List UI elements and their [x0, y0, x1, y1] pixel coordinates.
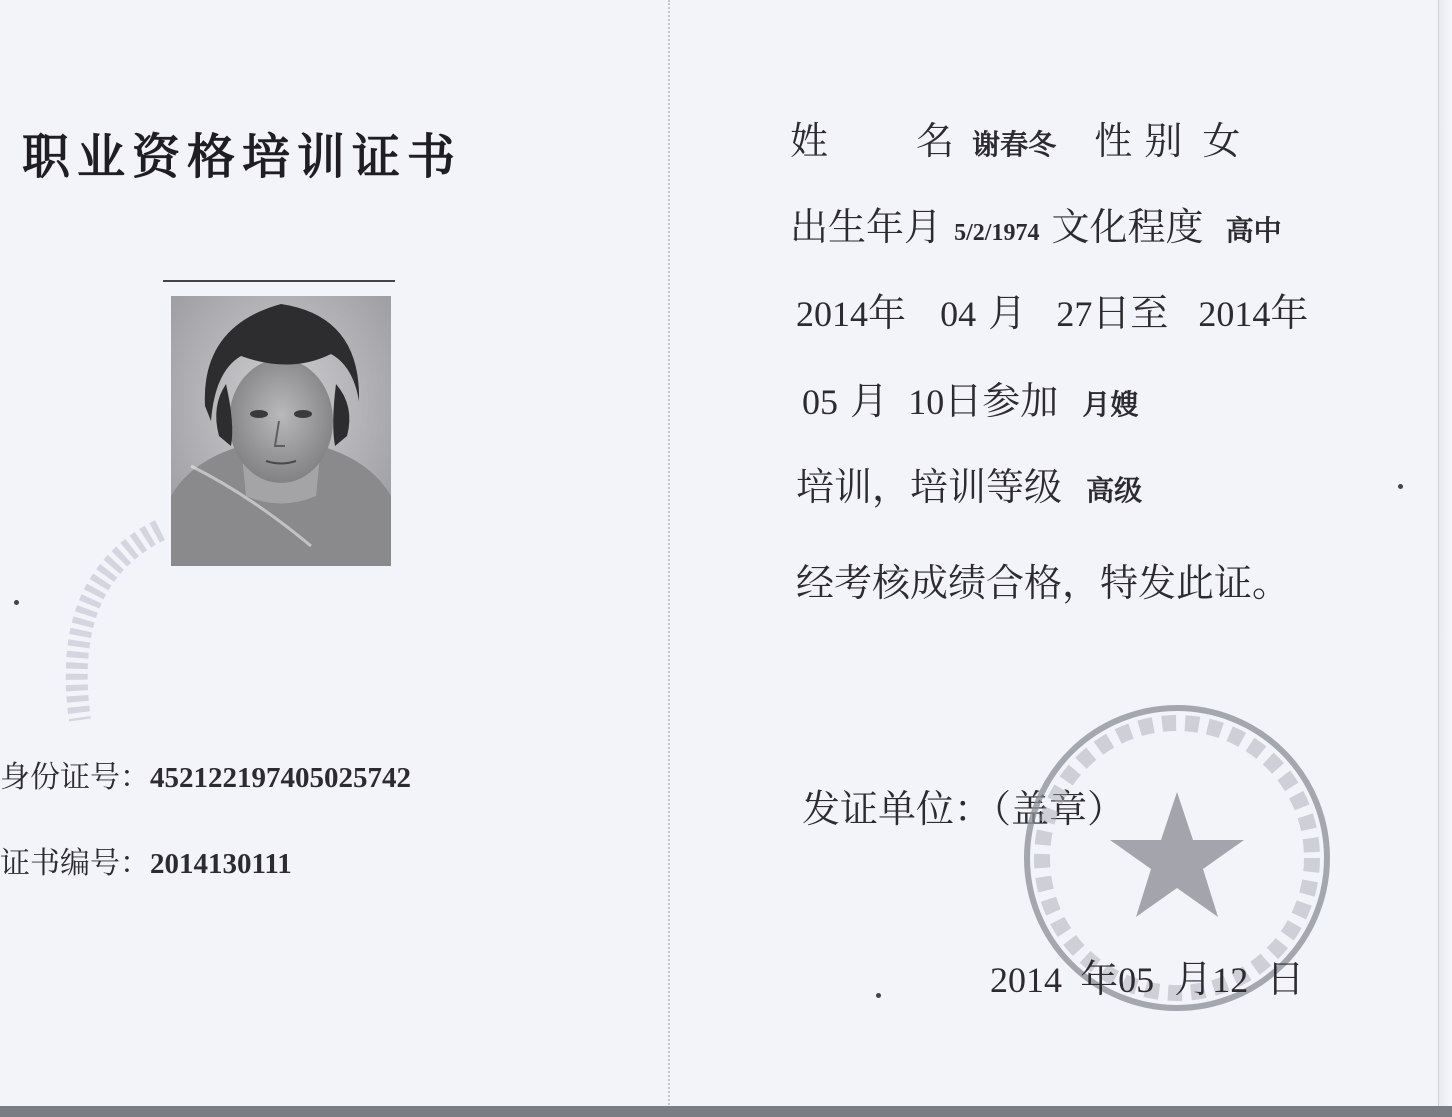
faint-seal-icon — [40, 520, 190, 750]
training-text: 培训，培训等级 — [796, 465, 1063, 509]
certificate-number-field — [0, 838, 292, 882]
birth-value: 5/2/1974 — [954, 220, 1040, 246]
certificate-number-value: 2014130111 — [150, 848, 292, 880]
issue-date-row — [990, 948, 1304, 1003]
start-day-to: 日至 — [1092, 291, 1169, 335]
gender-label: 性 别 — [1094, 119, 1183, 163]
photo-rule — [163, 280, 395, 282]
speck — [876, 993, 881, 998]
id-number-value: 452122197405025742 — [150, 762, 411, 794]
period-end-row — [802, 370, 1138, 425]
issue-month: 05 — [1118, 960, 1155, 1000]
portrait-photo — [171, 296, 391, 566]
period-start-row — [796, 282, 1308, 337]
certificate-title: 职业资格培训证书 — [22, 129, 463, 185]
issue-year: 2014 — [990, 960, 1062, 1000]
birth-label: 出生年月 — [790, 205, 943, 249]
issue-day-unit: 日 — [1266, 957, 1305, 1001]
certificate-number-label: 证书编号： — [0, 846, 150, 881]
issue-year-unit: 年 — [1080, 957, 1119, 1001]
end-month: 05 — [802, 382, 838, 422]
name-label-1: 姓 — [790, 119, 829, 163]
bottom-edge — [0, 1106, 1452, 1117]
education-label: 文化程度 — [1051, 205, 1204, 249]
course-value: 月嫂 — [1082, 388, 1139, 421]
end-day: 10 — [908, 382, 945, 422]
level-value: 高级 — [1086, 474, 1143, 507]
start-month: 04 — [940, 294, 977, 334]
end-year-unit: 年 — [1270, 291, 1309, 335]
speck — [14, 600, 19, 605]
start-year: 2014 — [796, 294, 868, 334]
seal-hint: （盖章） — [992, 787, 1126, 831]
issue-day: 12 — [1212, 960, 1249, 1000]
start-month-unit: 月 — [988, 291, 1027, 335]
start-day: 27 — [1056, 294, 1093, 334]
start-year-unit: 年 — [868, 291, 907, 335]
id-number-label: 身份证号： — [0, 760, 150, 795]
birth-education-row — [790, 196, 1282, 251]
id-number-field — [0, 752, 411, 796]
end-year: 2014 — [1198, 294, 1271, 334]
issue-month-unit: 月 — [1174, 957, 1213, 1001]
training-level-row — [796, 456, 1142, 511]
join-text: 日参加 — [944, 379, 1059, 423]
fold-line — [668, 0, 670, 1117]
name-gender-row — [790, 110, 1240, 165]
gender-value: 女 — [1202, 119, 1241, 163]
end-month-unit: 月 — [850, 379, 889, 423]
education-value: 高中 — [1225, 214, 1282, 247]
speck — [1398, 484, 1403, 489]
star-icon — [1110, 792, 1244, 917]
name-value: 谢春冬 — [972, 128, 1057, 161]
name-label-2: 名 — [916, 119, 955, 163]
page-edge — [1438, 0, 1452, 1117]
conclusion-text: 经考核成绩合格，特发此证。 — [796, 561, 1291, 605]
issuer-label: 发证单位： — [802, 787, 993, 831]
